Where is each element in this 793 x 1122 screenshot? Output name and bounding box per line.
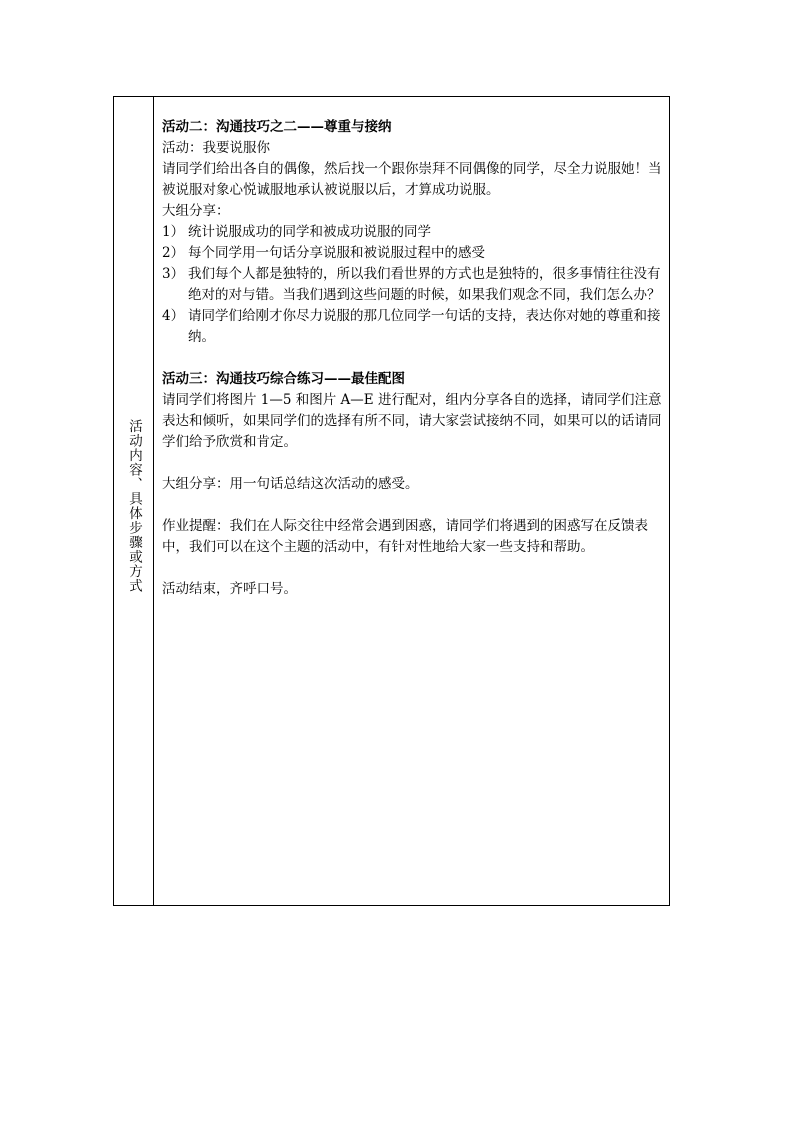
activity-end: 活动结束，齐呼口号。: [162, 581, 297, 597]
list-item-number: 1）: [162, 224, 185, 240]
activity3-share: 大组分享：用一句话总结这次活动的感受。: [162, 476, 419, 492]
list-item-number: 3）: [162, 266, 185, 282]
list-item-number: 4）: [162, 308, 185, 324]
homework-reminder: 作业提醒：我们在人际交往中经常会遇到困惑，请同学们将遇到的困惑写在反馈表中，我们可以在这个主题的活动中，有针对性地给大家一些支持和帮助。: [162, 518, 648, 555]
list-item: [162, 243, 663, 264]
activity2-paragraph: 请同学们给出各自的偶像，然后找一个跟你崇拜不同偶像的同学，尽全力说服她！当被说服对象心悦诚服地承认被说服以后，才算成功说服。: [162, 161, 662, 198]
list-item: [162, 264, 663, 306]
activity2-subtitle: 活动：我要说服你: [162, 140, 270, 156]
list-item-text: 统计说服成功的同学和被成功说服的同学: [188, 224, 431, 240]
list-item-text: 每个同学用一句话分享说服和被说服过程中的感受: [188, 245, 485, 261]
label-column: [114, 97, 154, 905]
list-item-text: 我们每个人都是独特的，所以我们看世界的方式也是独特的，很多事情往往没有绝对的对与错。当我们遇到这些问题的时候，如果我们观念不同，我们怎么办？: [188, 266, 661, 303]
activity2-share-label: 大组分享：: [162, 203, 230, 219]
row-label: 活动内容、具体步骤或方式: [126, 419, 142, 593]
list-item-number: 2）: [162, 245, 185, 261]
list-item: [162, 222, 663, 243]
activity-table: [113, 96, 670, 906]
list-item-text: 请同学们给刚才你尽力说服的那几位同学一句话的支持，表达你对她的尊重和接纳。: [188, 308, 661, 345]
content-column: [154, 97, 669, 905]
activity3-title: 活动三：沟通技巧综合练习——最佳配图: [162, 371, 405, 387]
activity3-paragraph: 请同学们将图片 1—5 和图片 A—E 进行配对，组内分享各自的选择，请同学们注意表达和倾听，如果同学们的选择有所不同，请大家尝试接纳不同，如果可以的话请同学们给予欣赏和肯定。: [162, 392, 662, 450]
activity2-title: 活动二：沟通技巧之二——尊重与接纳: [162, 119, 392, 135]
list-item: [162, 306, 663, 348]
